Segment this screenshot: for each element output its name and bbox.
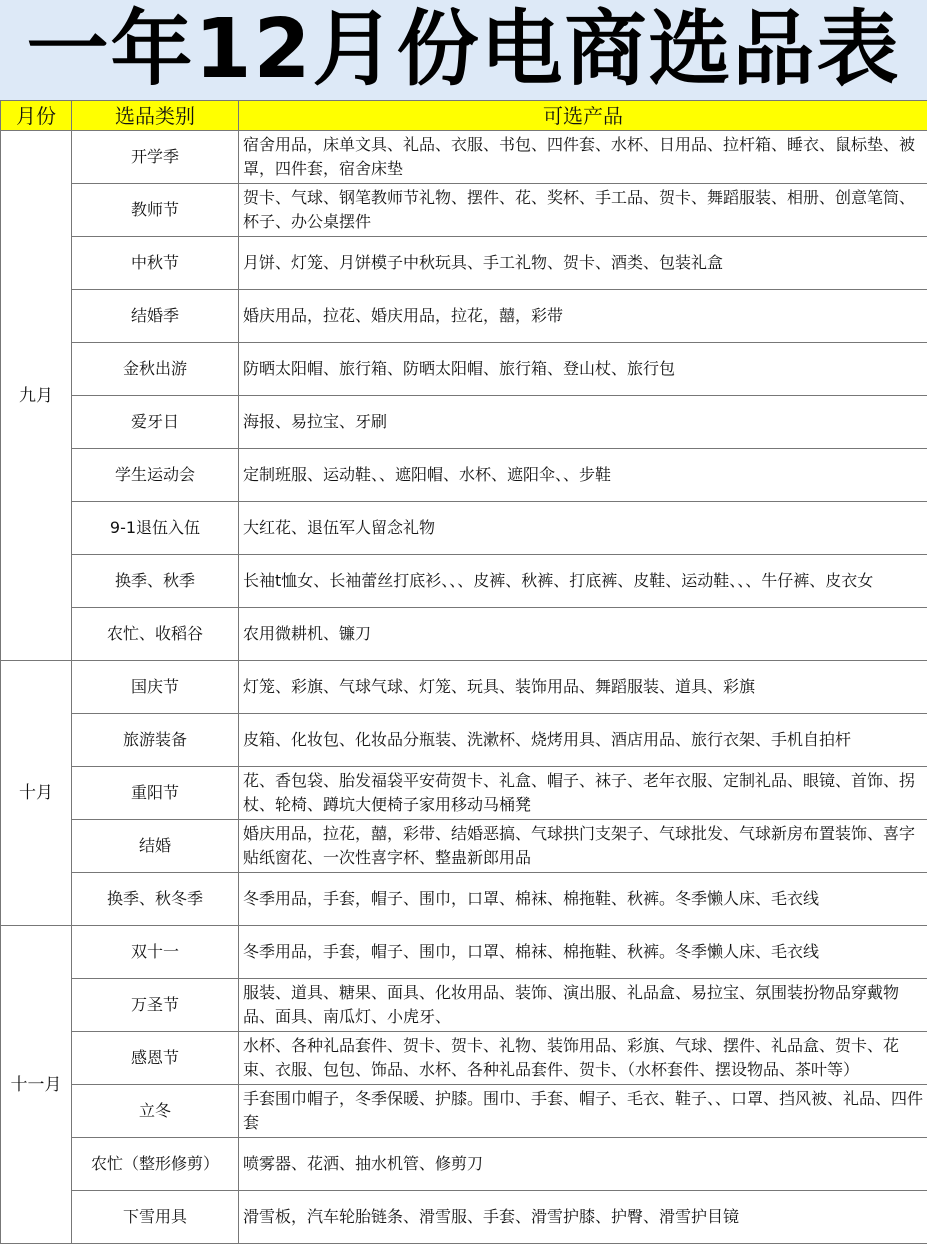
category-cell: 双十一 [72,926,239,979]
table-row [1,1138,927,1191]
table-row [1,237,927,290]
table-row [1,184,927,237]
products-cell: 农用微耕机、镰刀 [239,608,927,661]
category-cell: 换季、秋季 [72,555,239,608]
table-row [1,979,927,1032]
header-month: 月份 [1,101,72,131]
category-cell: 换季、秋冬季 [72,873,239,926]
table-row [1,926,927,979]
month-cell: 九月 [1,131,72,661]
products-cell: 滑雪板，汽车轮胎链条、滑雪服、手套、滑雪护膝、护臀、滑雪护目镜 [239,1191,927,1244]
table-row [1,1032,927,1085]
products-cell: 皮箱、化妆包、化妆品分瓶装、洗漱杯、烧烤用具、酒店用品、旅行衣架、手机自拍杆 [239,714,927,767]
products-cell: 大红花、退伍军人留念礼物 [239,502,927,555]
products-cell: 冬季用品，手套，帽子、围巾，口罩、棉袜、棉拖鞋、秋裤。冬季懒人床、毛衣线 [239,873,927,926]
products-cell: 海报、易拉宝、牙刷 [239,396,927,449]
table-row [1,343,927,396]
table-row [1,820,927,873]
month-cell: 十一月 [1,926,72,1244]
category-cell: 爱牙日 [72,396,239,449]
table-body [1,131,927,1244]
table-row [1,502,927,555]
title-banner [0,0,927,100]
table-row [1,1191,927,1244]
products-cell: 手套围巾帽子，冬季保暖、护膝。围巾、手套、帽子、毛衣、鞋子、、口罩、挡风被、礼品、四件套 [239,1085,927,1138]
products-cell: 婚庆用品，拉花、婚庆用品，拉花，囍，彩带 [239,290,927,343]
category-cell: 农忙（整形修剪） [72,1138,239,1191]
category-cell: 结婚 [72,820,239,873]
products-cell: 灯笼、彩旗、气球气球、灯笼、玩具、装饰用品、舞蹈服装、道具、彩旗 [239,661,927,714]
header-category: 选品类别 [72,101,239,131]
category-cell: 农忙、收稻谷 [72,608,239,661]
month-cell: 十月 [1,661,72,926]
category-cell: 立冬 [72,1085,239,1138]
products-cell: 贺卡、气球、钢笔教师节礼物、摆件、花、奖杯、手工品、贺卡、舞蹈服装、相册、创意笔筒、杯子、办公桌摆件 [239,184,927,237]
table-row [1,131,927,184]
products-cell: 花、香包袋、胎发福袋平安荷贺卡、礼盒、帽子、袜子、老年衣服、定制礼品、眼镜、首饰、拐杖、轮椅、蹲坑大便椅子家用移动马桶凳 [239,767,927,820]
page-title: 一年12月份电商选品表 [26,0,900,100]
products-cell: 定制班服、运动鞋、、遮阳帽、水杯、遮阳伞、、步鞋 [239,449,927,502]
category-cell: 感恩节 [72,1032,239,1085]
header-products: 可选产品 [239,101,927,131]
category-cell: 万圣节 [72,979,239,1032]
table-row [1,873,927,926]
table-row [1,555,927,608]
table-row [1,290,927,343]
category-cell: 下雪用具 [72,1191,239,1244]
products-cell: 冬季用品，手套，帽子、围巾，口罩、棉袜、棉拖鞋、秋裤。冬季懒人床、毛衣线 [239,926,927,979]
products-cell: 宿舍用品，床单文具、礼品、衣服、书包、四件套、水杯、日用品、拉杆箱、睡衣、鼠标垫、被罩，四件套，宿舍床垫 [239,131,927,184]
category-cell: 教师节 [72,184,239,237]
products-cell: 长袖t恤女、长袖蕾丝打底衫、、、皮裤、秋裤、打底裤、皮鞋、运动鞋、、、牛仔裤、皮衣女 [239,555,927,608]
products-cell: 喷雾器、花洒、抽水机管、修剪刀 [239,1138,927,1191]
category-cell: 金秋出游 [72,343,239,396]
category-cell: 学生运动会 [72,449,239,502]
table-row [1,767,927,820]
products-cell: 服装、道具、糖果、面具、化妆用品、装饰、演出服、礼品盒、易拉宝、氛围装扮物品穿戴物品、面具、南瓜灯、小虎牙、 [239,979,927,1032]
category-cell: 中秋节 [72,237,239,290]
table-row [1,661,927,714]
products-cell: 月饼、灯笼、月饼模子中秋玩具、手工礼物、贺卡、酒类、包装礼盒 [239,237,927,290]
category-cell: 开学季 [72,131,239,184]
category-cell: 9-1退伍入伍 [72,502,239,555]
table-row [1,449,927,502]
table-row [1,714,927,767]
products-cell: 婚庆用品，拉花，囍，彩带、结婚恶搞、气球拱门支架子、气球批发、气球新房布置装饰、喜字贴纸窗花、一次性喜字杯、整蛊新郎用品 [239,820,927,873]
category-cell: 重阳节 [72,767,239,820]
table-row [1,608,927,661]
category-cell: 结婚季 [72,290,239,343]
table-header-row [1,101,927,131]
product-selection-table [0,100,927,1244]
products-cell: 防晒太阳帽、旅行箱、防晒太阳帽、旅行箱、登山杖、旅行包 [239,343,927,396]
products-cell: 水杯、各种礼品套件、贺卡、贺卡、礼物、装饰用品、彩旗、气球、摆件、礼品盒、贺卡、花束、衣服、包包、饰品、水杯、各种礼品套件、贺卡、（水杯套件、摆设物品、茶叶等） [239,1032,927,1085]
table-row [1,1085,927,1138]
category-cell: 旅游装备 [72,714,239,767]
category-cell: 国庆节 [72,661,239,714]
table-row [1,396,927,449]
